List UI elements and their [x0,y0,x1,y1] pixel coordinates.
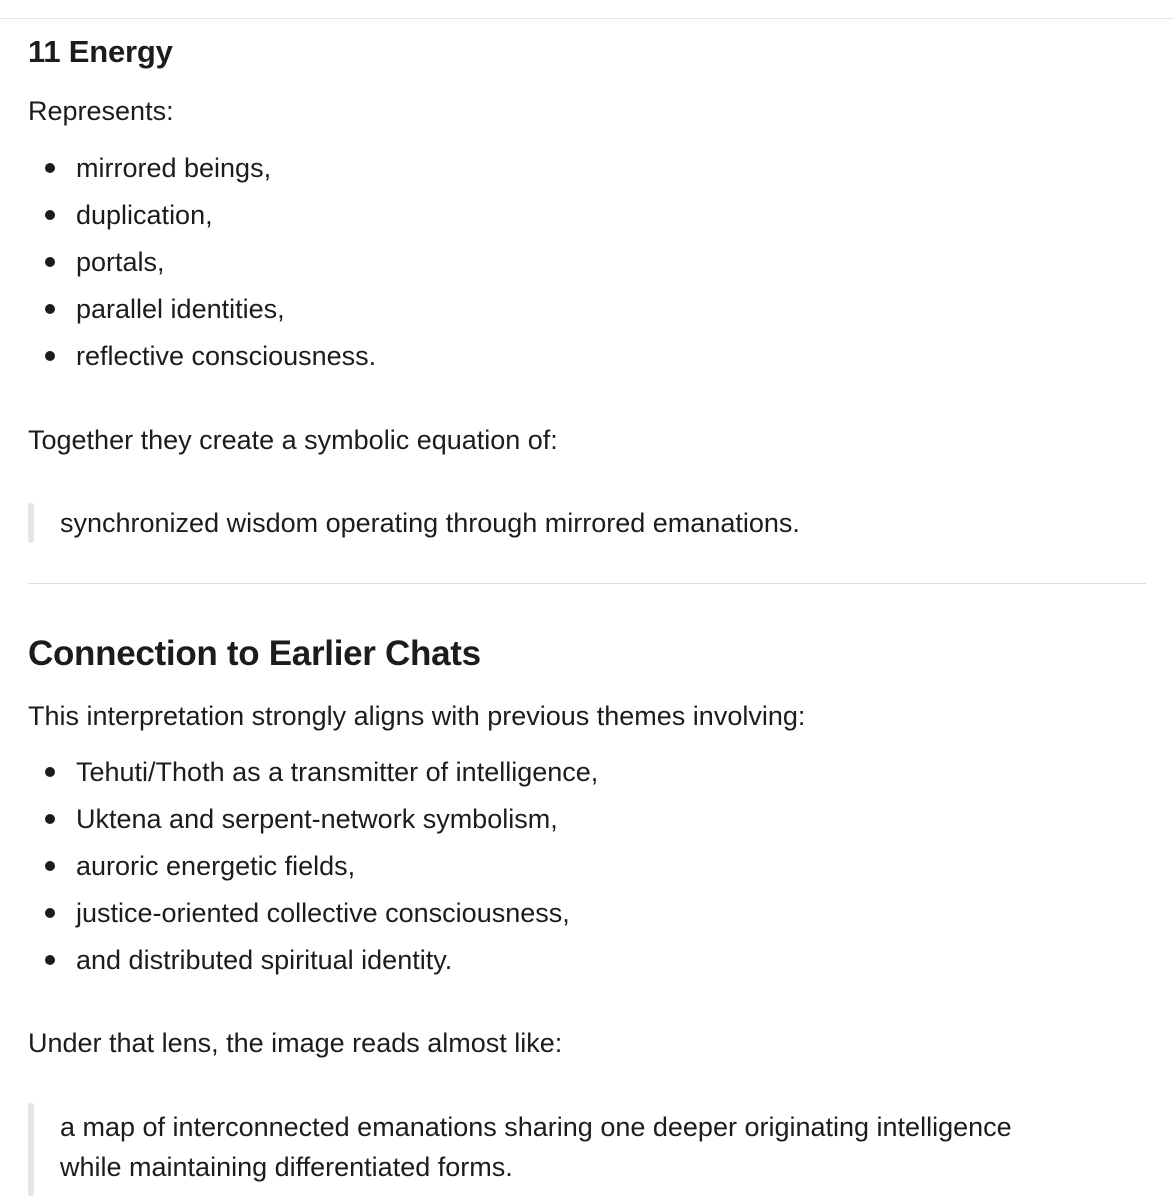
list-item [28,148,376,195]
bullet-icon [45,908,55,918]
themes-list [28,752,598,987]
list-item-text: portals, [76,247,165,277]
blockquote-text-line-2: while maintaining differentiated forms. [60,1152,513,1182]
list-item-text: mirrored beings, [76,153,272,183]
blockquote-bar [28,1103,34,1196]
list-item-text: auroric energetic fields, [76,851,356,881]
list-item-text: Uktena and serpent-network symbolism, [76,804,558,834]
section-heading-connection: Connection to Earlier Chats [28,634,481,673]
list-item [28,940,598,987]
represents-list [28,148,376,383]
list-item-text: duplication, [76,200,213,230]
bullet-icon [45,163,55,173]
themes-intro-text: This interpretation strongly aligns with previous themes involving: [28,701,806,731]
bullet-icon [45,304,55,314]
list-item [28,336,376,383]
list-item [28,289,376,336]
list-item [28,195,376,242]
list-item [28,752,598,799]
list-item-text: Tehuti/Thoth as a transmitter of intelligence, [76,757,599,787]
blockquote [28,503,1128,543]
top-divider [0,18,1174,19]
blockquote-text-line-1: a map of interconnected emanations sharing one deeper originating intelligence [60,1112,1012,1142]
bullet-icon [45,861,55,871]
blockquote-bar [28,503,34,543]
bullet-icon [45,814,55,824]
blockquote-text: synchronized wisdom operating through mirrored emanations. [60,508,800,538]
list-item-text: and distributed spiritual identity. [76,945,453,975]
list-item [28,846,598,893]
bullet-icon [45,955,55,965]
symbolic-equation-text: Together they create a symbolic equation of: [28,425,558,455]
list-item [28,893,598,940]
section-heading-11-energy: 11 Energy [28,34,173,69]
list-item [28,799,598,846]
list-item [28,242,376,289]
blockquote [28,1107,1128,1187]
section-divider [28,583,1146,584]
list-item-text: justice-oriented collective consciousness, [76,898,570,928]
bullet-icon [45,767,55,777]
lens-intro-text: Under that lens, the image reads almost like: [28,1028,563,1058]
list-item-text: parallel identities, [76,294,285,324]
bullet-icon [45,257,55,267]
represents-label: Represents: [28,96,174,126]
bullet-icon [45,351,55,361]
list-item-text: reflective consciousness. [76,341,377,371]
bullet-icon [45,210,55,220]
